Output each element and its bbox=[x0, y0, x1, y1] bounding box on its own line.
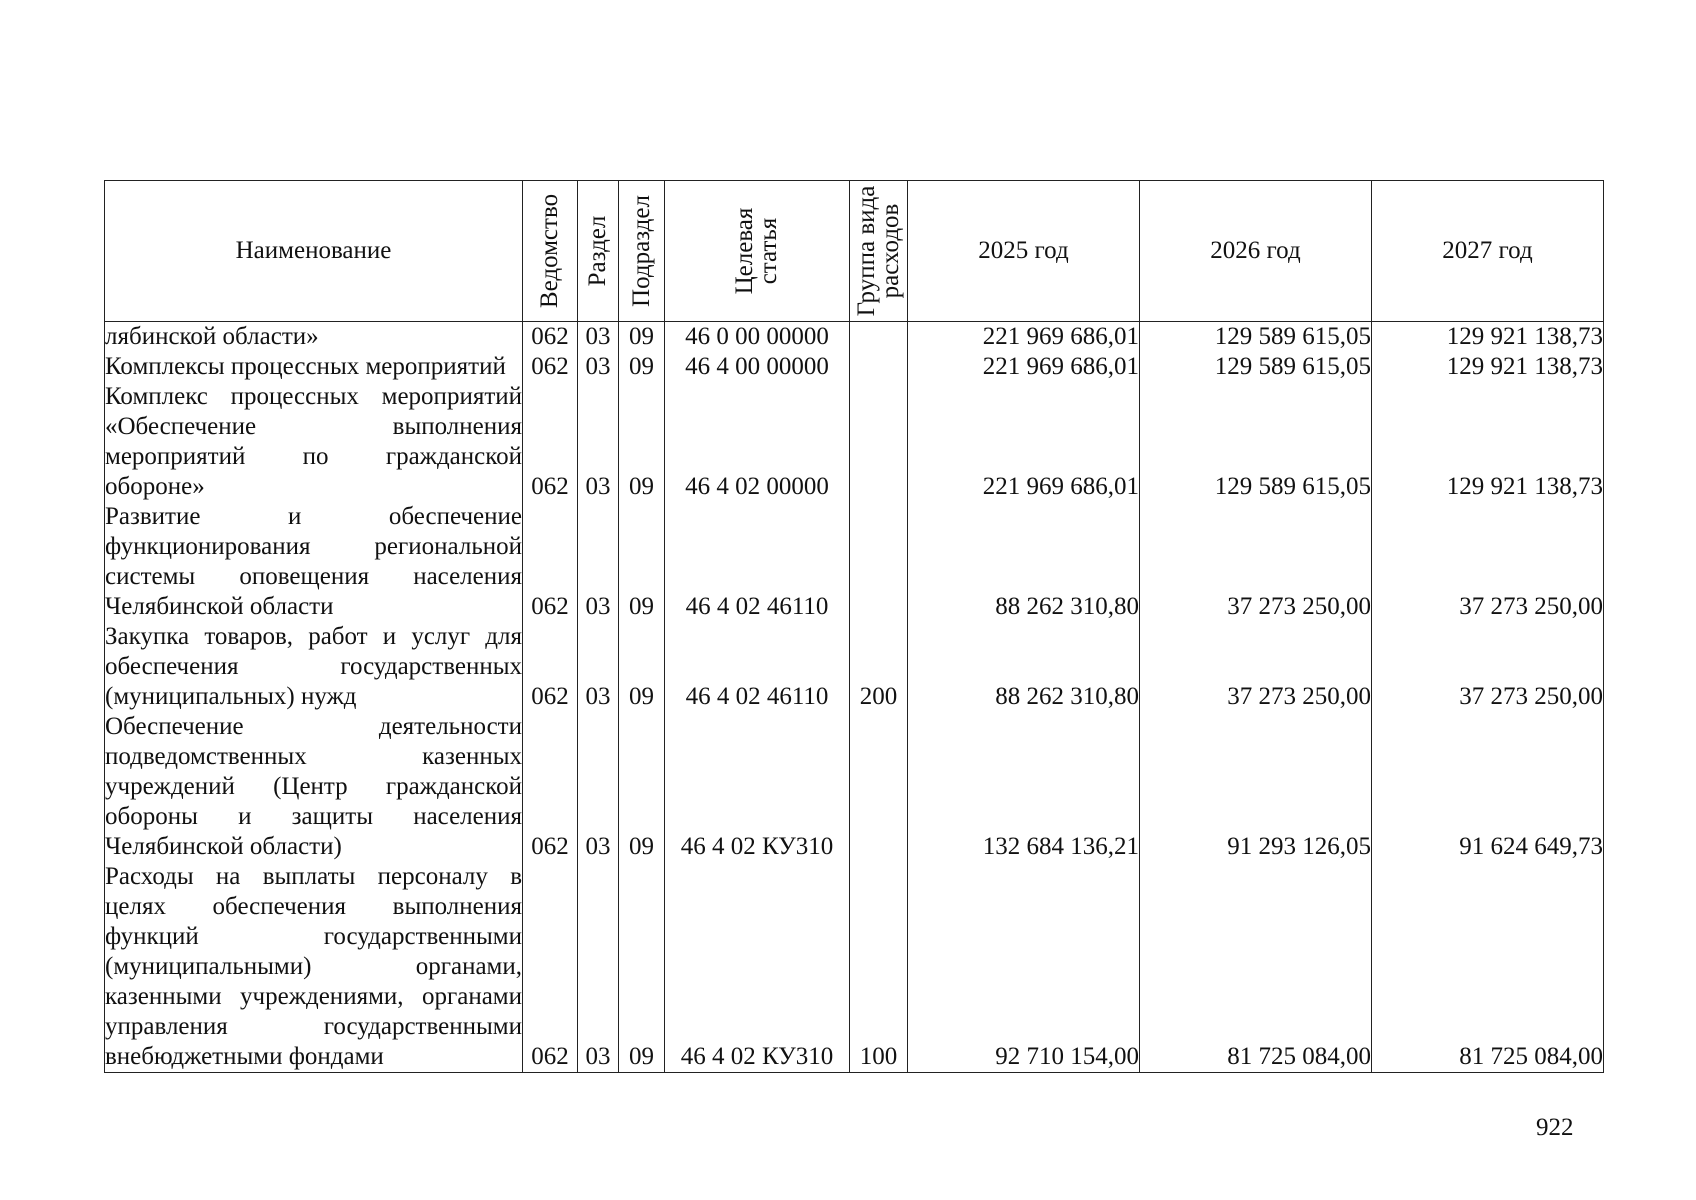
row-vedomstvo: 062 bbox=[523, 382, 578, 502]
row-expense-group bbox=[850, 322, 908, 353]
row-podrazdel: 09 bbox=[619, 322, 665, 353]
row-name: Расходы на выплаты персоналу в целях обеспечения выполнения функций государственными (муниципальными) органами, казенными учреждениями, органами управления государственными внебюджетными фондами bbox=[105, 862, 523, 1073]
row-name: Развитие и обеспечение функционирования региональной системы оповещения населения Челябинской области bbox=[105, 503, 522, 620]
header-vedomstvo: Ведомство bbox=[523, 181, 578, 322]
table-row bbox=[105, 712, 1604, 862]
row-name: Комплексы процессных мероприятий bbox=[105, 352, 523, 382]
row-target-article: 46 4 02 КУ310 bbox=[665, 712, 850, 862]
header-2027: 2027 год bbox=[1372, 181, 1604, 322]
row-vedomstvo: 062 bbox=[523, 322, 578, 353]
row-name: Комплекс процессных мероприятий «Обеспечение выполнения мероприятий по гражданской обороне» bbox=[105, 383, 522, 500]
row-name: лябинской области» bbox=[105, 322, 523, 353]
row-vedomstvo: 062 bbox=[523, 712, 578, 862]
row-2027: 81 725 084,00 bbox=[1372, 862, 1604, 1073]
row-2026: 37 273 250,00 bbox=[1140, 622, 1372, 712]
row-target-article: 46 4 02 00000 bbox=[665, 382, 850, 502]
row-2027: 129 921 138,73 bbox=[1372, 382, 1604, 502]
row-vedomstvo: 062 bbox=[523, 862, 578, 1073]
row-podrazdel: 09 bbox=[619, 502, 665, 622]
row-podrazdel: 09 bbox=[619, 862, 665, 1073]
row-podrazdel: 09 bbox=[619, 712, 665, 862]
row-razdel: 03 bbox=[578, 502, 619, 622]
table-row bbox=[105, 322, 1604, 353]
row-expense-group: 100 bbox=[850, 862, 908, 1073]
row-target-article: 46 4 02 КУ310 bbox=[665, 862, 850, 1073]
row-razdel: 03 bbox=[578, 382, 619, 502]
row-2025: 221 969 686,01 bbox=[908, 322, 1140, 353]
table-row bbox=[105, 502, 1604, 622]
row-2025: 92 710 154,00 bbox=[908, 862, 1140, 1073]
header-2026: 2026 год bbox=[1140, 181, 1372, 322]
row-name: Обеспечение деятельности подведомственных казенных учреждений (Центр гражданской обороны и защиты населения Челябинской области) bbox=[105, 713, 522, 860]
header-2025: 2025 год bbox=[908, 181, 1140, 322]
row-vedomstvo: 062 bbox=[523, 352, 578, 382]
row-expense-group bbox=[850, 382, 908, 502]
table-row bbox=[105, 862, 1604, 1073]
row-target-article: 46 0 00 00000 bbox=[665, 322, 850, 353]
row-2025: 88 262 310,80 bbox=[908, 502, 1140, 622]
row-2027: 37 273 250,00 bbox=[1372, 622, 1604, 712]
row-podrazdel: 09 bbox=[619, 382, 665, 502]
page-number: 922 bbox=[1536, 1114, 1574, 1141]
row-2027: 91 624 649,73 bbox=[1372, 712, 1604, 862]
row-target-article: 46 4 02 46110 bbox=[665, 502, 850, 622]
row-2025: 221 969 686,01 bbox=[908, 352, 1140, 382]
header-expense-group: Группа вида расходов bbox=[850, 181, 908, 322]
row-2025: 132 684 136,21 bbox=[908, 712, 1140, 862]
row-2026: 37 273 250,00 bbox=[1140, 502, 1372, 622]
table-row bbox=[105, 382, 1604, 502]
row-razdel: 03 bbox=[578, 322, 619, 353]
row-razdel: 03 bbox=[578, 712, 619, 862]
row-2027: 129 921 138,73 bbox=[1372, 352, 1604, 382]
table-row bbox=[105, 352, 1604, 382]
row-target-article: 46 4 02 46110 bbox=[665, 622, 850, 712]
header-row bbox=[105, 181, 1604, 322]
header-razdel: Раздел bbox=[578, 181, 619, 322]
header-name: Наименование bbox=[105, 181, 523, 322]
budget-table bbox=[104, 180, 1604, 1073]
row-razdel: 03 bbox=[578, 862, 619, 1073]
row-2026: 129 589 615,05 bbox=[1140, 322, 1372, 353]
row-2025: 221 969 686,01 bbox=[908, 382, 1140, 502]
row-expense-group bbox=[850, 502, 908, 622]
row-2026: 91 293 126,05 bbox=[1140, 712, 1372, 862]
header-target-article: Целевая статья bbox=[665, 181, 850, 322]
row-name: Закупка товаров, работ и услуг для обеспечения государственных (муниципальных) нужд bbox=[105, 623, 522, 710]
row-razdel: 03 bbox=[578, 352, 619, 382]
row-2026: 129 589 615,05 bbox=[1140, 352, 1372, 382]
row-vedomstvo: 062 bbox=[523, 622, 578, 712]
header-podrazdel: Подраздел bbox=[619, 181, 665, 322]
row-2026: 81 725 084,00 bbox=[1140, 862, 1372, 1073]
row-podrazdel: 09 bbox=[619, 622, 665, 712]
table-row bbox=[105, 622, 1604, 712]
row-vedomstvo: 062 bbox=[523, 502, 578, 622]
row-expense-group: 200 bbox=[850, 622, 908, 712]
row-2025: 88 262 310,80 bbox=[908, 622, 1140, 712]
row-target-article: 46 4 00 00000 bbox=[665, 352, 850, 382]
row-expense-group bbox=[850, 352, 908, 382]
row-expense-group bbox=[850, 712, 908, 862]
row-2026: 129 589 615,05 bbox=[1140, 382, 1372, 502]
row-razdel: 03 bbox=[578, 622, 619, 712]
row-2027: 129 921 138,73 bbox=[1372, 322, 1604, 353]
row-2027: 37 273 250,00 bbox=[1372, 502, 1604, 622]
row-podrazdel: 09 bbox=[619, 352, 665, 382]
